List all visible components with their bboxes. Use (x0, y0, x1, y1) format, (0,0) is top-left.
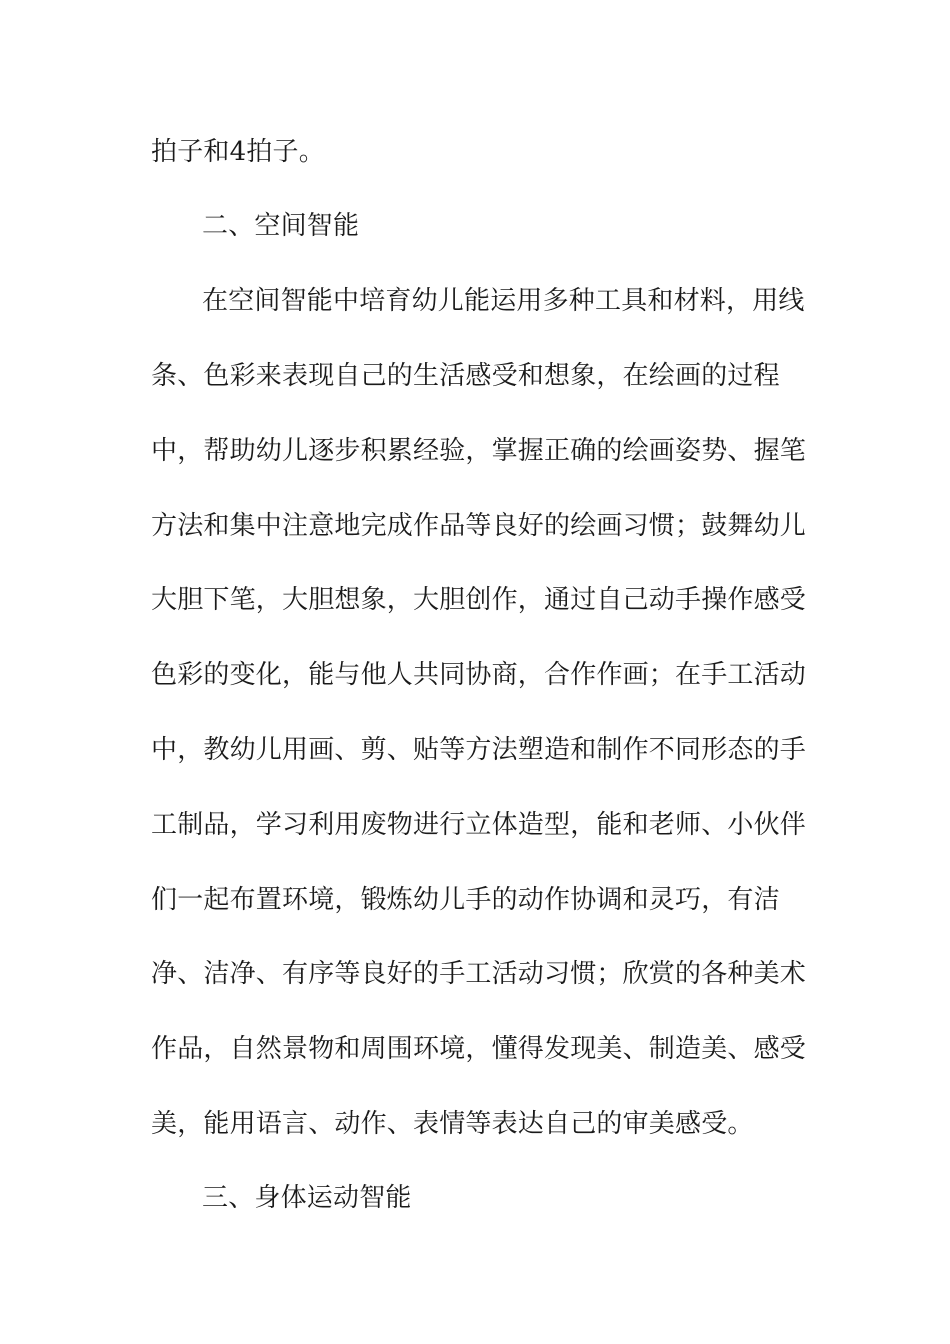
body-text-line: 中，帮助幼儿逐步积累经验，掌握正确的绘画姿势、握笔 (151, 436, 807, 466)
body-text-line: 中，教幼儿用画、剪、贴等方法塑造和制作不同形态的手 (151, 735, 807, 765)
body-text-line: 色彩的变化，能与他人共同协商，合作作画；在手工活动 (151, 660, 807, 690)
body-text-line: 条、色彩来表现自己的生活感受和想象，在绘画的过程 (151, 361, 780, 391)
section-heading-body-movement-intelligence: 三、身体运动智能 (202, 1183, 412, 1213)
body-text-line: 在空间智能中培育幼儿能运用多种工具和材料，用线 (202, 286, 805, 316)
section-heading-spatial-intelligence: 二、空间智能 (202, 211, 360, 241)
body-text-line: 美，能用语言、动作、表情等表达自己的审美感受。 (151, 1109, 754, 1139)
body-text-line: 作品，自然景物和周围环境，懂得发现美、制造美、感受 (151, 1034, 807, 1064)
paragraph-continuation-line: 拍子和4拍子。 (151, 137, 325, 167)
body-text-line: 们一起布置环境，锻炼幼儿手的动作协调和灵巧，有洁 (151, 885, 780, 915)
body-text-line: 工制品，学习利用废物进行立体造型，能和老师、小伙伴 (151, 810, 807, 840)
body-text-line: 方法和集中注意地完成作品等良好的绘画习惯；鼓舞幼儿 (151, 511, 807, 541)
body-text-line: 净、洁净、有序等良好的手工活动习惯；欣赏的各种美术 (151, 959, 807, 989)
body-text-line: 大胆下笔，大胆想象，大胆创作，通过自己动手操作感受 (151, 585, 807, 615)
